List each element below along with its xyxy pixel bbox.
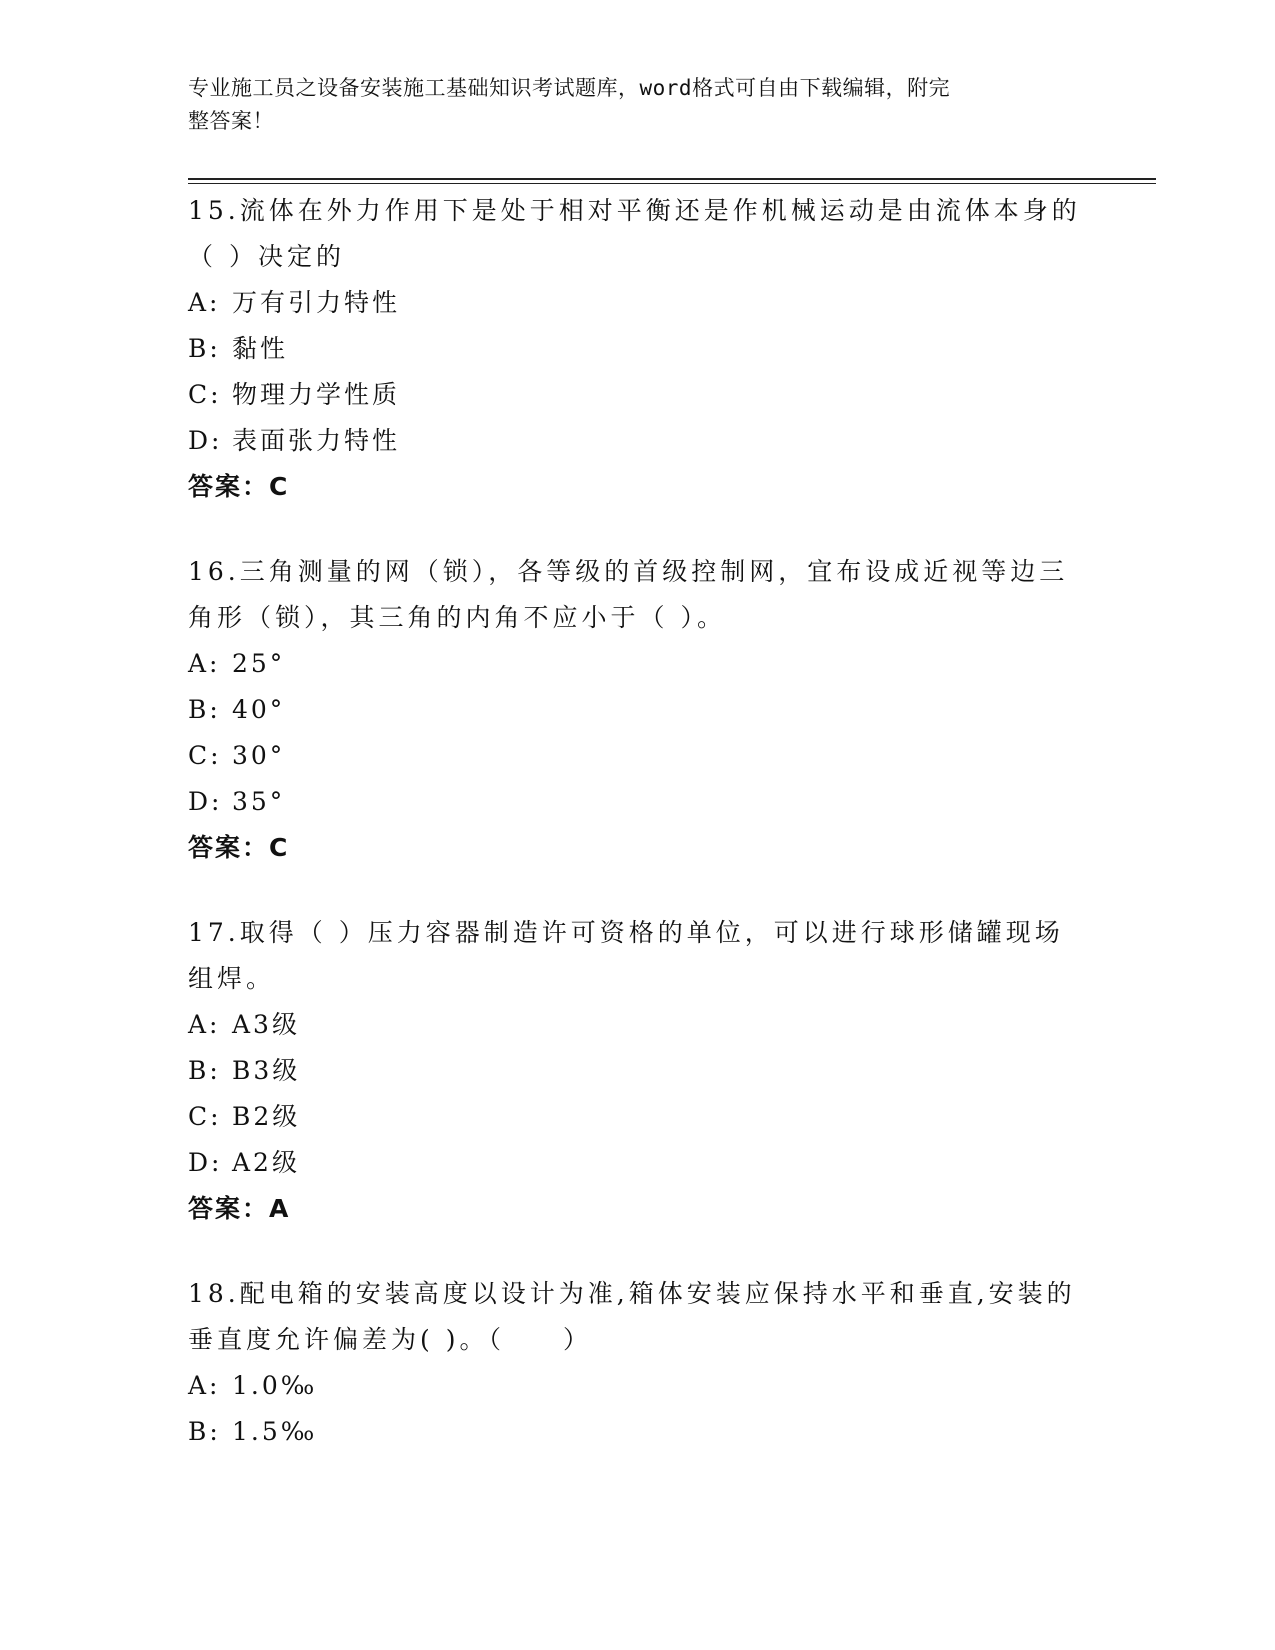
option-b (188, 1409, 1088, 1455)
option-letter: B: (188, 1056, 221, 1085)
option-letter: C: (188, 1102, 222, 1131)
option-letter: A: (188, 1371, 221, 1400)
question-stem-line-1: 18.配电箱的安装高度以设计为准,箱体安装应保持水平和垂直,安装的 (188, 1279, 1076, 1308)
option-text: B2级 (232, 1102, 301, 1131)
option-text: 1.5‰ (232, 1417, 318, 1446)
option-a (188, 641, 1088, 687)
question-stem-line-2: 角形（锁），其三角的内角不应小于（ ）。 (188, 603, 726, 632)
answer-line: 答案：A (188, 1194, 291, 1223)
question-stem (188, 910, 1088, 1002)
header-divider-thick (188, 178, 1156, 180)
option-c (188, 1094, 1088, 1140)
option-a (188, 1363, 1088, 1409)
option-letter: B: (188, 1417, 221, 1446)
question-15 (188, 188, 1088, 510)
question-list (188, 188, 1088, 1494)
header-line-2: 整答案！ (188, 109, 274, 133)
option-text: 表面张力特性 (232, 426, 401, 455)
question-stem-line-2: 组焊。 (188, 964, 276, 993)
option-d (188, 418, 1088, 464)
option-letter: D: (188, 426, 223, 455)
question-stem-line-1: 15.流体在外力作用下是处于相对平衡还是作机械运动是由流体本身的 (188, 196, 1081, 225)
option-text: B3级 (232, 1056, 301, 1085)
option-text: 30° (232, 741, 286, 770)
option-letter: C: (188, 741, 222, 770)
answer-line: 答案：C (188, 472, 290, 501)
question-stem-line-1: 16.三角测量的网（锁），各等级的首级控制网，宜布设成近视等边三 (188, 557, 1069, 586)
option-text: A3级 (232, 1010, 300, 1039)
option-c (188, 372, 1088, 418)
question-stem (188, 188, 1088, 280)
option-text: 40° (232, 695, 286, 724)
option-letter: A: (188, 288, 221, 317)
option-b (188, 687, 1088, 733)
option-letter: C: (188, 380, 222, 409)
option-letter: D: (188, 787, 223, 816)
option-c (188, 733, 1088, 779)
option-letter: A: (188, 649, 221, 678)
question-stem-line-2: 垂直度允许偏差为( )。（ ） (188, 1325, 592, 1354)
option-d (188, 779, 1088, 825)
option-letter: D: (188, 1148, 223, 1177)
question-stem (188, 549, 1088, 641)
document-header (188, 72, 1078, 138)
question-16 (188, 549, 1088, 871)
answer-line: 答案：C (188, 833, 290, 862)
option-text: 25° (232, 649, 286, 678)
option-a (188, 1002, 1088, 1048)
option-text: 万有引力特性 (232, 288, 401, 317)
question-stem (188, 1271, 1088, 1363)
option-b (188, 1048, 1088, 1094)
question-17 (188, 910, 1088, 1232)
header-line-1: 专业施工员之设备安装施工基础知识考试题库，word格式可自由下载编辑，附完 (188, 76, 951, 100)
option-text: 1.0‰ (232, 1371, 318, 1400)
option-text: 黏性 (232, 334, 289, 363)
option-letter: A: (188, 1010, 221, 1039)
option-text: A2级 (232, 1148, 300, 1177)
option-text: 物理力学性质 (232, 380, 401, 409)
option-letter: B: (188, 334, 221, 363)
header-divider-thin (188, 183, 1156, 184)
option-a (188, 280, 1088, 326)
option-d (188, 1140, 1088, 1186)
question-stem-line-1: 17.取得（ ）压力容器制造许可资格的单位，可以进行球形储罐现场 (188, 918, 1064, 947)
option-text: 35° (232, 787, 286, 816)
question-18 (188, 1271, 1088, 1455)
option-b (188, 326, 1088, 372)
question-stem-line-2: （ ）决定的 (188, 242, 345, 271)
option-letter: B: (188, 695, 221, 724)
